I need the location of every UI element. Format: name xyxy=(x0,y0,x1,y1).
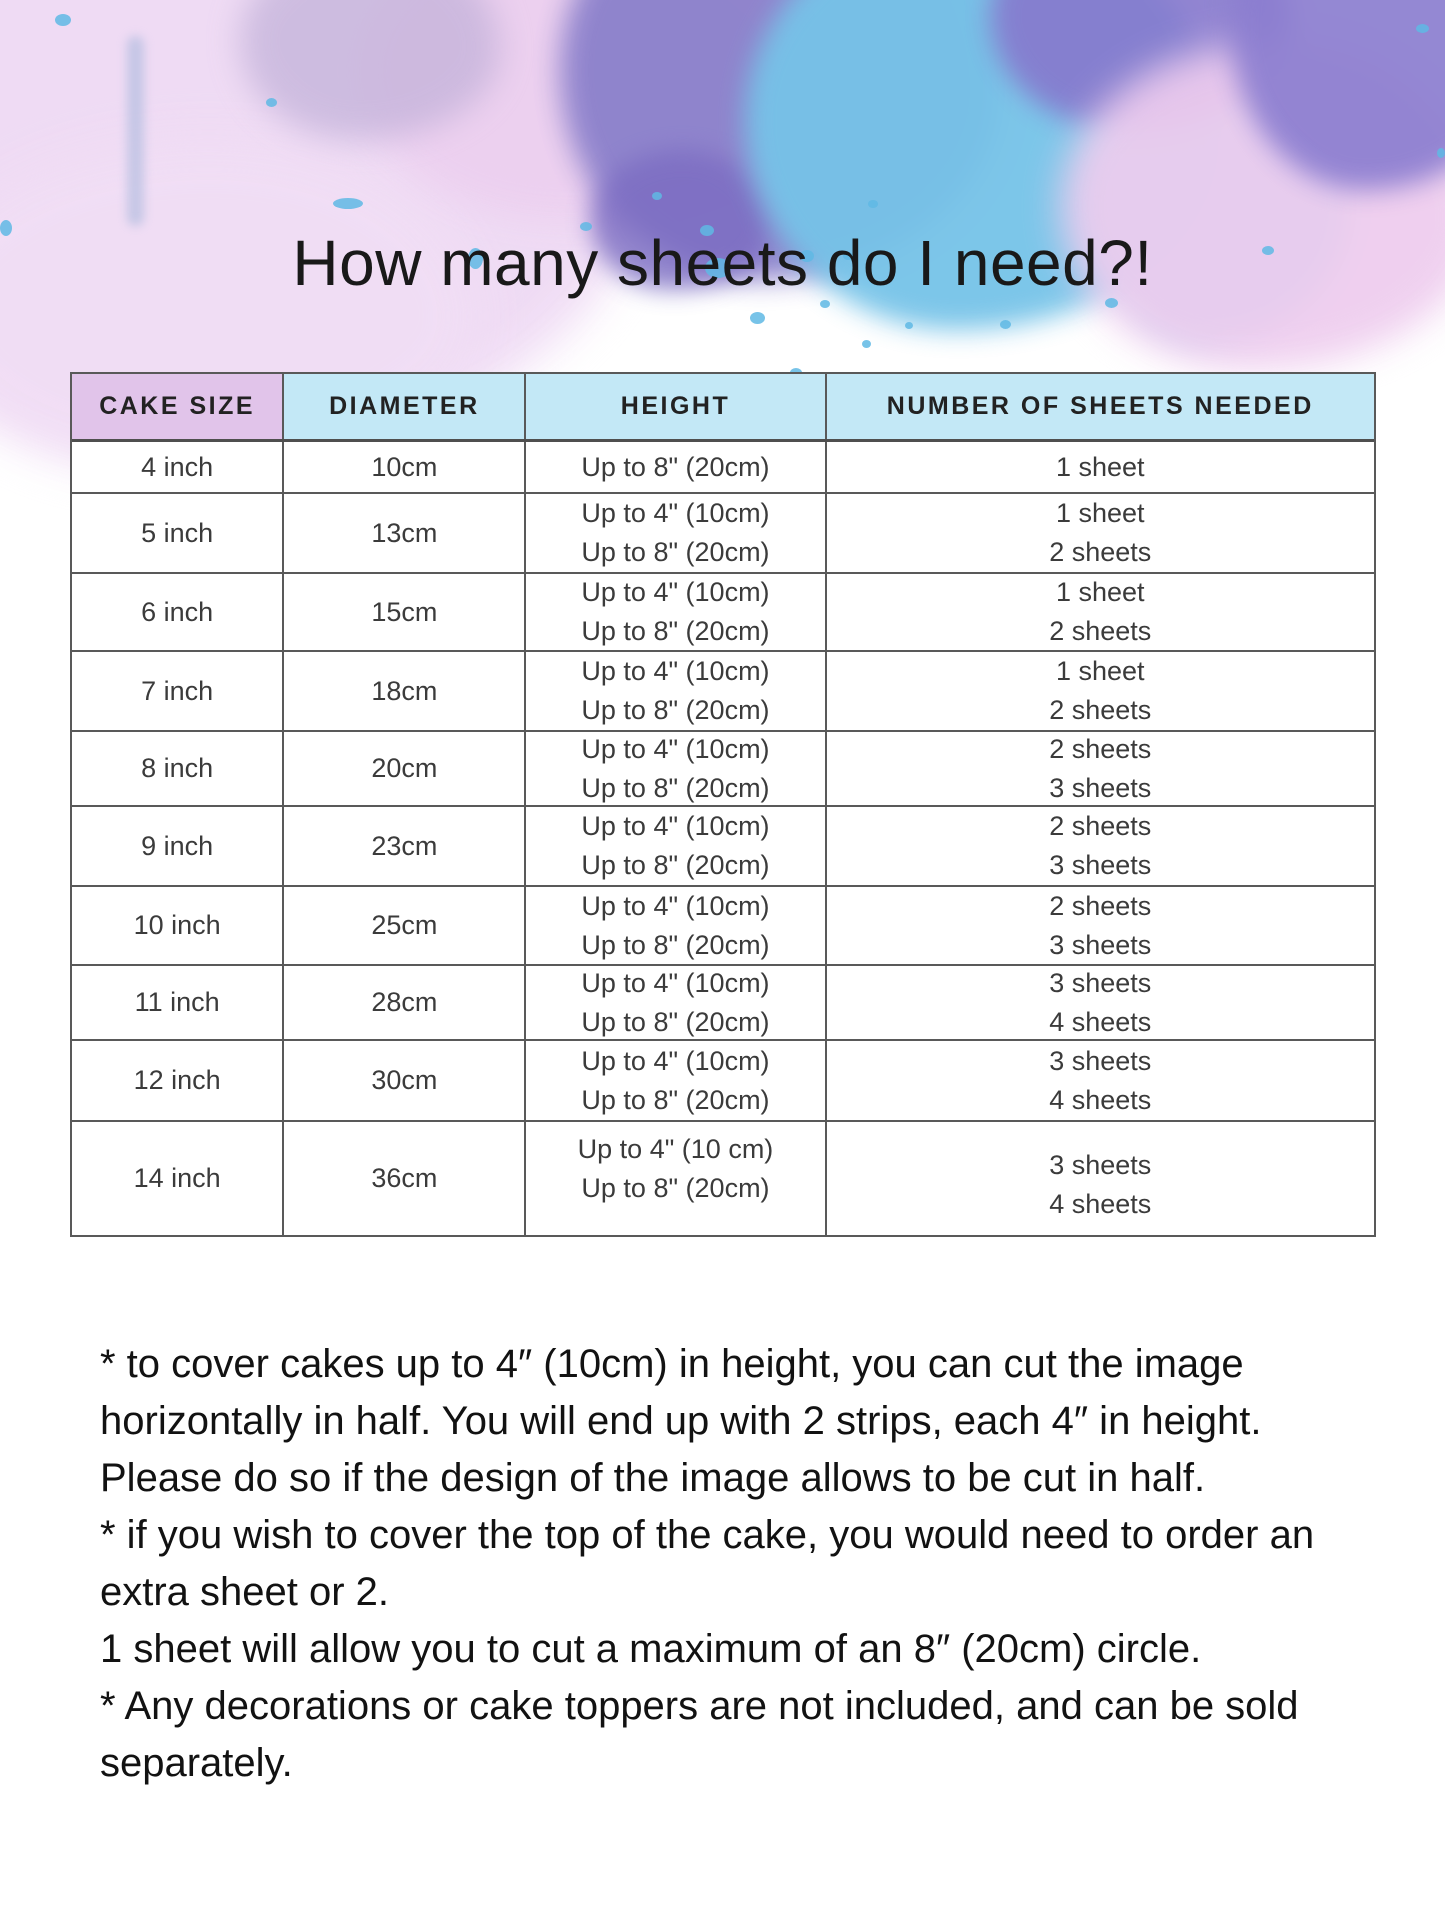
table-row xyxy=(72,805,1374,885)
cell-height xyxy=(524,732,824,805)
paint-dot xyxy=(1416,24,1429,33)
sheets-line: 3 sheets xyxy=(1049,967,1152,998)
height-line: Up to 8" (20cm) xyxy=(581,537,770,567)
cell-sheets xyxy=(825,574,1374,650)
diameter-value: 23cm xyxy=(371,830,438,861)
cake-size-value: 11 inch xyxy=(134,987,220,1017)
cell-diameter xyxy=(282,574,524,650)
cell-height xyxy=(524,574,824,650)
note-line: separately. xyxy=(100,1741,293,1785)
sheets-line: 3 sheets xyxy=(1049,1150,1152,1180)
diameter-value: 36cm xyxy=(371,1163,438,1193)
table-row xyxy=(72,964,1374,1039)
cell-sheets xyxy=(825,887,1374,964)
notes xyxy=(100,1336,1314,1792)
height-line: Up to 4" (10cm) xyxy=(581,967,770,998)
height-line: Up to 4" (10cm) xyxy=(581,890,770,921)
table-row xyxy=(72,1120,1374,1235)
sheets-line: 2 sheets xyxy=(1049,890,1152,921)
diameter-value: 30cm xyxy=(371,1065,438,1095)
paint-dot xyxy=(820,300,830,308)
height-line: Up to 4" (10cm) xyxy=(581,733,770,764)
paint-dot xyxy=(652,192,662,200)
cell-cake-size xyxy=(72,494,282,572)
sheets-line: 3 sheets xyxy=(1049,850,1152,880)
height-line: Up to 8" (20cm) xyxy=(581,850,770,880)
table-row xyxy=(72,885,1374,964)
page-title: How many sheets do I need?! xyxy=(292,227,1153,299)
cell-height xyxy=(524,807,824,885)
diameter-value: 15cm xyxy=(371,596,438,627)
table-row xyxy=(72,572,1374,650)
note-line: horizontally in half. You will end up with 2 strips, each 4″ in height. xyxy=(100,1399,1262,1443)
height-line: Up to 4" (10cm) xyxy=(581,1045,770,1076)
header-cell-number-of-sheets-needed: NUMBER OF SHEETS NEEDED xyxy=(825,374,1374,439)
sheets-line: 2 sheets xyxy=(1049,616,1152,646)
height-line: Up to 4" (10cm) xyxy=(581,656,770,686)
height-line: Up to 8" (20cm) xyxy=(581,616,770,646)
sheets-line: 3 sheets xyxy=(1049,772,1152,803)
cell-sheets xyxy=(825,652,1374,730)
cell-height xyxy=(524,1122,824,1235)
cell-sheets xyxy=(825,966,1374,1039)
paint-dot xyxy=(333,198,363,209)
cell-height xyxy=(524,966,824,1039)
height-line: Up to 8" (20cm) xyxy=(581,451,770,482)
cake-size-value: 5 inch xyxy=(141,517,214,548)
height-line: Up to 8" (20cm) xyxy=(581,1084,770,1115)
table-header-row xyxy=(72,374,1374,442)
cell-sheets xyxy=(825,732,1374,805)
sheets-line: 4 sheets xyxy=(1049,1084,1152,1115)
cell-diameter xyxy=(282,887,524,964)
sheets-line: 3 sheets xyxy=(1049,929,1152,960)
cell-sheets xyxy=(825,1122,1374,1235)
cake-size-value: 6 inch xyxy=(141,596,214,627)
cell-diameter xyxy=(282,807,524,885)
cell-diameter xyxy=(282,1122,524,1235)
paint-dot xyxy=(862,340,871,348)
height-line: Up to 8" (20cm) xyxy=(581,929,770,960)
paint-dot xyxy=(1000,320,1011,329)
sheets-line: 4 sheets xyxy=(1049,1189,1152,1219)
cell-cake-size xyxy=(72,1122,282,1235)
header-cell-diameter: DIAMETER xyxy=(282,374,524,439)
table-row xyxy=(72,1039,1374,1120)
height-line: Up to 4" (10cm) xyxy=(581,811,770,841)
cell-diameter xyxy=(282,1041,524,1120)
note-line: Please do so if the design of the image allows to be cut in half. xyxy=(100,1456,1206,1500)
sheets-line: 1 sheet xyxy=(1055,498,1145,528)
cake-size-table xyxy=(70,372,1376,1237)
header-cell-height: HEIGHT xyxy=(524,374,824,439)
paint-dot xyxy=(868,200,878,208)
cell-height xyxy=(524,652,824,730)
sheets-line: 3 sheets xyxy=(1049,1045,1152,1076)
cell-diameter xyxy=(282,966,524,1039)
height-line: Up to 4" (10cm) xyxy=(581,498,770,528)
note-line: extra sheet or 2. xyxy=(100,1570,390,1614)
height-line: Up to 4" (10cm) xyxy=(581,577,770,607)
note-line: * to cover cakes up to 4″ (10cm) in height, you can cut the image xyxy=(100,1342,1244,1386)
table-row xyxy=(72,442,1374,492)
sheets-line: 1 sheet xyxy=(1055,451,1145,482)
cell-cake-size xyxy=(72,652,282,730)
table-row xyxy=(72,650,1374,730)
note-line: * if you wish to cover the top of the cake, you would need to order an xyxy=(100,1513,1315,1557)
table-row xyxy=(72,730,1374,805)
height-line: Up to 8" (20cm) xyxy=(581,695,770,725)
header-cell-cake-size: CAKE SIZE xyxy=(72,374,282,439)
cell-diameter xyxy=(282,494,524,572)
cell-diameter xyxy=(282,652,524,730)
diameter-value: 18cm xyxy=(371,675,438,706)
sheets-line: 4 sheets xyxy=(1049,1006,1152,1037)
cell-height xyxy=(524,887,824,964)
sheets-line: 2 sheets xyxy=(1049,695,1152,725)
cell-height xyxy=(524,1041,824,1120)
cell-cake-size xyxy=(72,732,282,805)
paint-dot xyxy=(1437,148,1445,158)
cell-cake-size xyxy=(72,807,282,885)
height-line: Up to 8" (20cm) xyxy=(581,772,770,803)
cake-size-value: 8 inch xyxy=(141,753,214,783)
paint-streak xyxy=(127,36,144,226)
cell-sheets xyxy=(825,807,1374,885)
note-line: 1 sheet will allow you to cut a maximum of an 8″ (20cm) circle. xyxy=(100,1627,1202,1671)
paint-dot xyxy=(905,322,913,329)
cell-cake-size xyxy=(72,574,282,650)
cell-sheets xyxy=(825,1041,1374,1120)
cell-diameter xyxy=(282,442,524,492)
sheets-line: 2 sheets xyxy=(1049,811,1152,841)
cake-size-value: 7 inch xyxy=(141,675,214,706)
table-body xyxy=(72,442,1374,1235)
diameter-value: 20cm xyxy=(371,753,438,783)
cell-diameter xyxy=(282,732,524,805)
sheets-line: 1 sheet xyxy=(1055,656,1145,686)
cake-size-value: 14 inch xyxy=(133,1163,221,1193)
note-line: * Any decorations or cake toppers are not included, and can be sold xyxy=(100,1684,1299,1728)
cake-size-value: 9 inch xyxy=(141,830,214,861)
sheets-line: 2 sheets xyxy=(1049,537,1152,567)
cell-sheets xyxy=(825,442,1374,492)
cell-cake-size xyxy=(72,966,282,1039)
cell-cake-size xyxy=(72,442,282,492)
height-line: Up to 4" (10 cm) xyxy=(577,1134,774,1164)
diameter-value: 10cm xyxy=(371,451,438,482)
diameter-value: 13cm xyxy=(371,517,438,548)
height-line: Up to 8" (20cm) xyxy=(581,1173,770,1203)
cake-size-value: 10 inch xyxy=(133,910,221,940)
table-row xyxy=(72,492,1374,572)
paint-dot xyxy=(266,98,277,107)
diameter-value: 28cm xyxy=(371,987,438,1017)
cell-height xyxy=(524,442,824,492)
height-line: Up to 8" (20cm) xyxy=(581,1006,770,1037)
paint-dot xyxy=(750,312,765,324)
cell-cake-size xyxy=(72,1041,282,1120)
diameter-value: 25cm xyxy=(371,910,438,940)
sheets-line: 1 sheet xyxy=(1055,577,1145,607)
cake-size-value: 4 inch xyxy=(141,451,214,482)
sheets-line: 2 sheets xyxy=(1049,733,1152,764)
cell-height xyxy=(524,494,824,572)
cake-size-value: 12 inch xyxy=(133,1065,221,1095)
paint-dot xyxy=(55,14,71,26)
cell-cake-size xyxy=(72,887,282,964)
cell-sheets xyxy=(825,494,1374,572)
